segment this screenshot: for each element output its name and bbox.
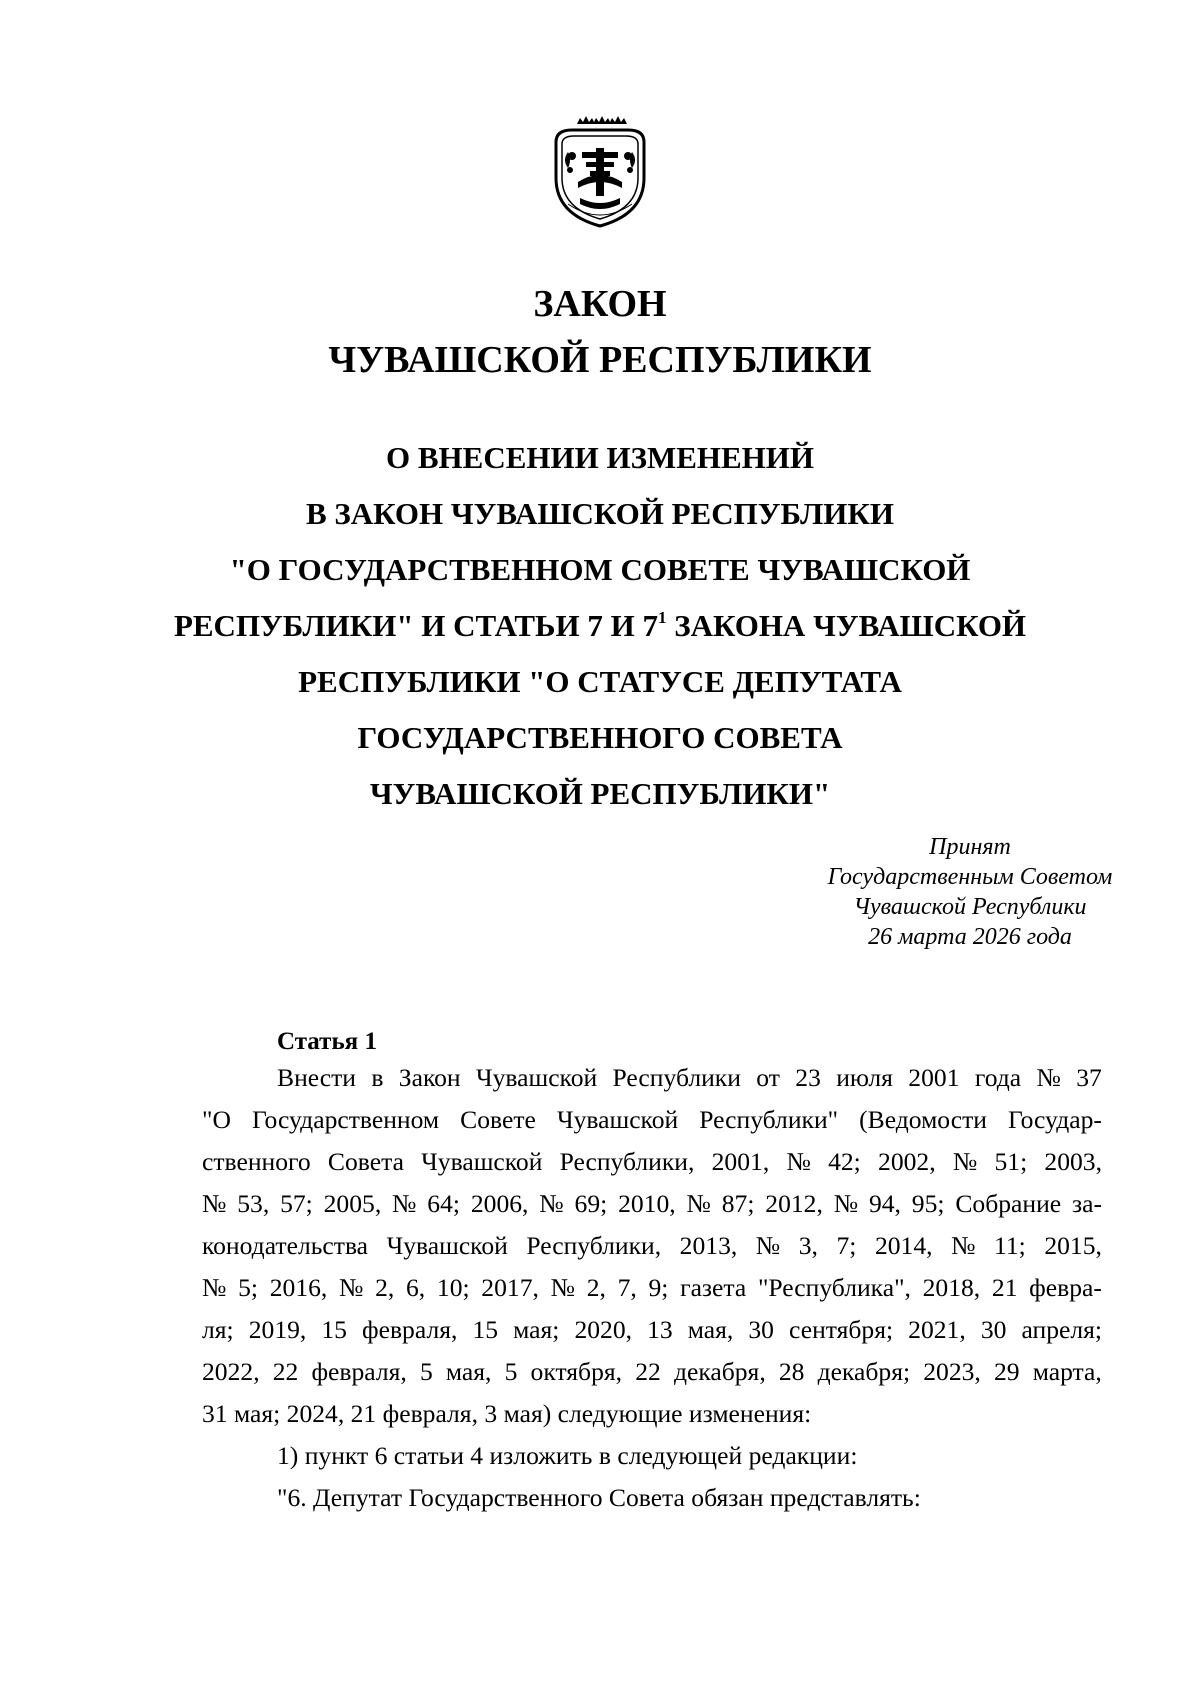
paragraph-line: [202, 1183, 1102, 1225]
word: ственного: [202, 1147, 311, 1176]
word: Государ-: [1008, 1105, 1102, 1134]
adoption-note: [760, 832, 1180, 952]
paragraph-line: [202, 1267, 1102, 1309]
word: 2003,: [1044, 1147, 1102, 1176]
word: в: [371, 1063, 384, 1092]
word: 53,: [237, 1189, 270, 1218]
word: 94,: [868, 1189, 901, 1218]
word: 2010,: [618, 1189, 676, 1218]
word: сентября;: [789, 1315, 894, 1344]
word: 10;: [436, 1273, 470, 1302]
word: 5: [504, 1357, 518, 1386]
word: 2013,: [679, 1231, 738, 1260]
chuvash-emblem-icon: [542, 108, 658, 232]
word: 2005,: [323, 1189, 382, 1218]
word: №: [339, 1273, 364, 1302]
word: №: [786, 1147, 811, 1176]
paragraph-line: [202, 1225, 1102, 1267]
paragraph-line: [202, 1057, 1102, 1099]
word: №: [202, 1189, 227, 1218]
word: 2012,: [765, 1189, 823, 1218]
word: Собрание: [955, 1189, 1062, 1218]
word: №: [952, 1147, 978, 1176]
word: 21: [991, 1273, 1018, 1302]
word: 29: [993, 1357, 1020, 1386]
word: февраля,: [311, 1357, 407, 1386]
word: 2015,: [1044, 1231, 1102, 1260]
word: 9;: [648, 1273, 669, 1302]
subtitle-line: ЧУВАШСКОЙ РЕСПУБЛИКИ": [369, 776, 831, 811]
superscript-article-number: 1: [657, 608, 667, 628]
word: 2022,: [202, 1357, 260, 1386]
adoption-line: Принят: [929, 834, 1011, 860]
word: №: [1036, 1063, 1061, 1092]
adoption-date: 26 марта 2026 года: [868, 924, 1072, 950]
word: 51;: [994, 1147, 1028, 1176]
paragraph-line: [202, 1351, 1102, 1393]
list-item: "6. Депутат Государственного Совета обязан представлять:: [277, 1483, 921, 1512]
word: "Республика",: [757, 1273, 911, 1302]
word: Республики,: [526, 1231, 662, 1260]
law-title: ЗАКОН: [533, 283, 667, 325]
word: 87;: [721, 1189, 755, 1218]
word: Внести: [277, 1063, 357, 1092]
word: 30: [748, 1315, 774, 1344]
word: апреля;: [1021, 1315, 1102, 1344]
word: Совете: [460, 1105, 536, 1134]
word: Совета: [327, 1147, 404, 1176]
word: Чувашской: [421, 1147, 543, 1176]
word: Республики: [612, 1063, 741, 1092]
word: 2020,: [574, 1315, 633, 1344]
word: 6,: [406, 1273, 426, 1302]
word: Республики": [699, 1105, 839, 1134]
word: 11;: [994, 1231, 1026, 1260]
republic-title: ЧУВАШСКОЙ РЕСПУБЛИКИ: [328, 339, 872, 381]
word: №: [392, 1189, 417, 1218]
subtitle-line: ГОСУДАРСТВЕННОГО СОВЕТА: [357, 720, 843, 755]
word: №: [833, 1189, 859, 1218]
word: 30: [980, 1315, 1007, 1344]
word: 2014,: [874, 1231, 933, 1260]
word: №: [202, 1273, 227, 1302]
word: №: [951, 1231, 976, 1260]
subtitle-line: [150, 598, 1050, 654]
list-item: 1) пункт 6 статьи 4 изложить в следующей редакции:: [277, 1441, 858, 1470]
word: 2021,: [908, 1315, 966, 1344]
word: июля: [836, 1063, 893, 1092]
subtitle-line: О ВНЕСЕНИИ ИЗМЕНЕНИЙ: [385, 440, 815, 475]
word: 2006,: [470, 1189, 529, 1218]
word: Чувашской: [386, 1231, 508, 1260]
word: мая;: [513, 1315, 560, 1344]
word: 2001: [908, 1063, 960, 1092]
subtitle-line-part: ЗАКОНА ЧУВАШСКОЙ: [666, 608, 1027, 643]
word: октября,: [530, 1357, 623, 1386]
article-paragraph: [202, 1057, 1102, 1435]
word: Республики,: [559, 1147, 695, 1176]
word: декабря,: [673, 1357, 766, 1386]
word: 5: [419, 1357, 433, 1386]
word: 13: [647, 1315, 673, 1344]
word: 37: [1076, 1063, 1102, 1092]
word: 7;: [836, 1231, 857, 1260]
adoption-line: Чувашской Республики: [853, 894, 1087, 920]
word: 2,: [586, 1273, 606, 1302]
word: 23: [795, 1063, 821, 1092]
word: 2017,: [481, 1273, 539, 1302]
word: 7,: [617, 1273, 637, 1302]
subtitle-line-part: РЕСПУБЛИКИ" И СТАТЬИ 7 И 7: [173, 608, 658, 643]
word: №: [755, 1231, 781, 1260]
subtitle-line: "О ГОСУДАРСТВЕННОМ СОВЕТЕ ЧУВАШСКОЙ: [229, 552, 971, 587]
article-heading: Статья 1: [277, 1028, 377, 1055]
word: мая,: [445, 1357, 492, 1386]
word: 28: [778, 1357, 805, 1386]
word: 2,: [375, 1273, 395, 1302]
word: 2002,: [878, 1147, 936, 1176]
subtitle-line: РЕСПУБЛИКИ "О СТАТУСЕ ДЕПУТАТА: [298, 664, 902, 699]
paragraph-line: [202, 1141, 1102, 1183]
word: 2019,: [248, 1315, 307, 1344]
word: 15: [321, 1315, 347, 1344]
word: Чувашской: [475, 1063, 598, 1092]
word: 2016,: [269, 1273, 328, 1302]
word: марта,: [1032, 1357, 1102, 1386]
paragraph-line: 31 мая; 2024, 21 февраля, 3 мая) следующие изменения:: [202, 1399, 812, 1428]
word: 5;: [238, 1273, 259, 1302]
word: 22: [272, 1357, 299, 1386]
word: 42;: [828, 1147, 861, 1176]
word: №: [550, 1273, 575, 1302]
word: 2023,: [923, 1357, 981, 1386]
word: Государственном: [252, 1105, 440, 1134]
paragraph-line: [202, 1099, 1102, 1141]
word: 95;: [911, 1189, 945, 1218]
paragraph-line: [202, 1309, 1102, 1351]
word: 15: [472, 1315, 499, 1344]
word: за-: [1071, 1189, 1102, 1218]
word: 57;: [280, 1189, 313, 1218]
word: 3,: [798, 1231, 818, 1260]
word: мая,: [687, 1315, 734, 1344]
word: конодательства: [202, 1231, 369, 1260]
word: от: [756, 1063, 780, 1092]
word: "О: [202, 1105, 231, 1134]
word: 2001,: [711, 1147, 770, 1176]
word: газета: [680, 1273, 747, 1302]
word: №: [686, 1189, 711, 1218]
adoption-line: Государственным Советом: [827, 864, 1113, 890]
law-subtitle: [150, 430, 1050, 822]
word: 2018,: [922, 1273, 981, 1302]
word: 22: [635, 1357, 661, 1386]
word: 69;: [574, 1189, 608, 1218]
word: Чувашской: [556, 1105, 679, 1134]
word: 64;: [427, 1189, 461, 1218]
word: февра-: [1029, 1273, 1102, 1302]
word: Закон: [398, 1063, 461, 1092]
subtitle-line: В ЗАКОН ЧУВАШСКОЙ РЕСПУБЛИКИ: [306, 496, 894, 531]
word: февраля,: [362, 1315, 458, 1344]
word: №: [539, 1189, 564, 1218]
word: ля;: [202, 1315, 234, 1344]
word: года: [974, 1063, 1022, 1092]
word: декабря;: [817, 1357, 911, 1386]
word: (Ведомости: [859, 1105, 987, 1134]
